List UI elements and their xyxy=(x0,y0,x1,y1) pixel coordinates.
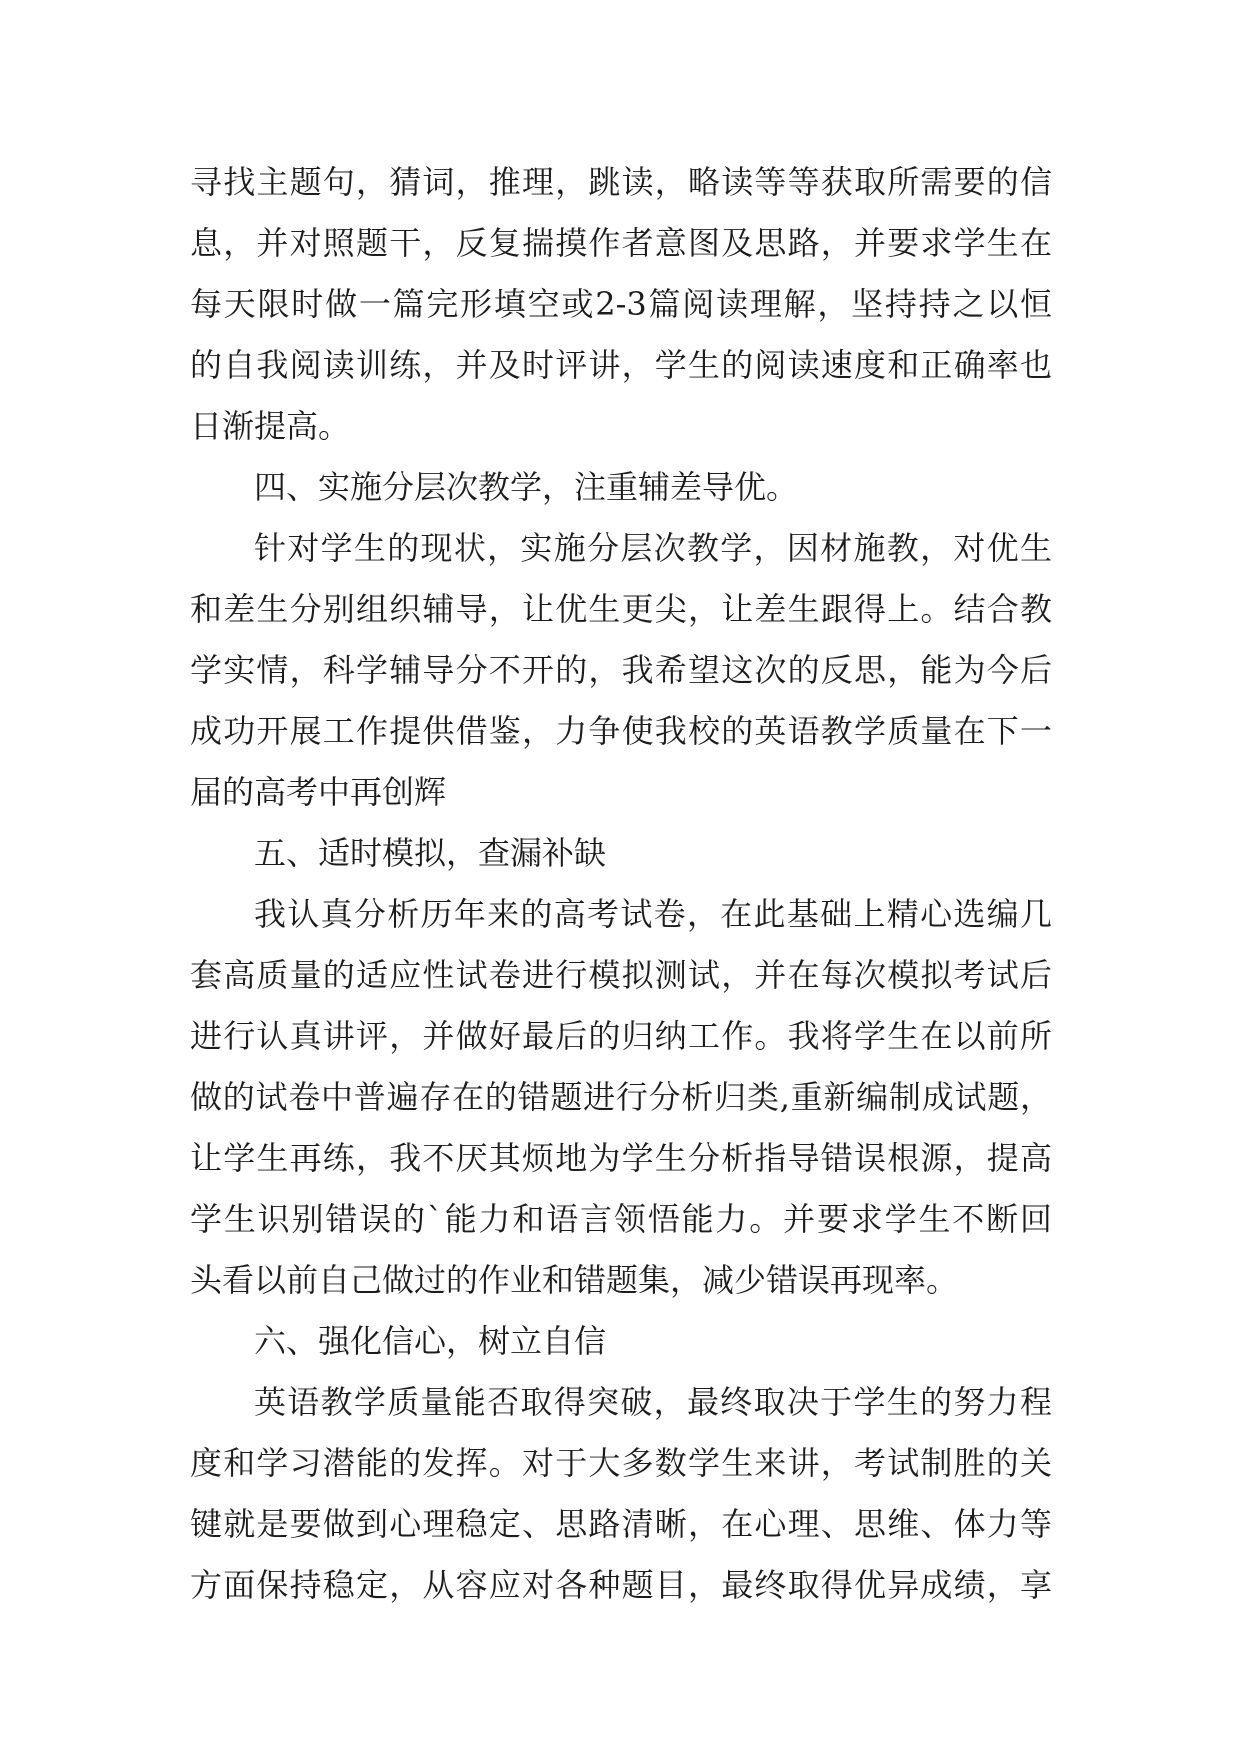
text-line: 头看以前自己做过的作业和错题集，减少错误再现率。 xyxy=(190,1261,959,1299)
text-line: 套高质量的适应性试卷进行模拟测试，并在每次模拟考试后 xyxy=(190,956,1052,994)
text-line: 让学生再练，我不厌其烦地为学生分析指导错误根源，提高 xyxy=(190,1139,1052,1177)
document-body xyxy=(190,152,1052,1616)
text-line: 针对学生的现状，实施分层次教学，因材施教，对优生 xyxy=(254,529,1052,567)
text-line: 每天限时做一篇完形填空或2-3篇阅读理解，坚持持之以恒 xyxy=(190,285,1052,323)
text-line: 寻找主题句，猜词，推理，跳读，略读等等获取所需要的信 xyxy=(190,163,1052,201)
text-line: 届的高考中再创辉 xyxy=(190,773,447,811)
text-line: 做的试卷中普遍存在的错题进行分析归类,重新编制成试题， xyxy=(190,1078,1052,1116)
text-line: 我认真分析历年来的高考试卷，在此基础上精心选编几 xyxy=(254,895,1052,933)
text-line: 度和学习潜能的发挥。对于大多数学生来讲，考试制胜的关 xyxy=(190,1444,1052,1482)
section-heading: 六、强化信心，树立自信 xyxy=(254,1322,607,1360)
text-line: 息，并对照题干，反复揣摸作者意图及思路，并要求学生在 xyxy=(190,224,1052,262)
text-line: 的自我阅读训练，并及时评讲，学生的阅读速度和正确率也 xyxy=(190,346,1052,384)
text-line: 日渐提高。 xyxy=(190,407,351,445)
text-line: 和差生分别组织辅导，让优生更尖，让差生跟得上。结合教 xyxy=(190,590,1052,628)
text-line: 英语教学质量能否取得突破，最终取决于学生的努力程 xyxy=(254,1383,1052,1421)
text-line: 键就是要做到心理稳定、思路清晰，在心理、思维、体力等 xyxy=(190,1505,1052,1543)
text-line: 进行认真讲评，并做好最后的归纳工作。我将学生在以前所 xyxy=(190,1017,1052,1055)
section-heading: 四、实施分层次教学，注重辅差导优。 xyxy=(254,468,799,506)
text-line: 成功开展工作提供借鉴，力争使我校的英语教学质量在下一 xyxy=(190,712,1052,750)
text-line: 学实情，科学辅导分不开的，我希望这次的反思，能为今后 xyxy=(190,651,1052,689)
text-line: 学生识别错误的`能力和语言领悟能力。并要求学生不断回 xyxy=(190,1200,1052,1238)
text-line: 方面保持稳定，从容应对各种题目，最终取得优异成绩，享 xyxy=(190,1566,1052,1604)
section-heading: 五、适时模拟，查漏补缺 xyxy=(254,834,607,872)
